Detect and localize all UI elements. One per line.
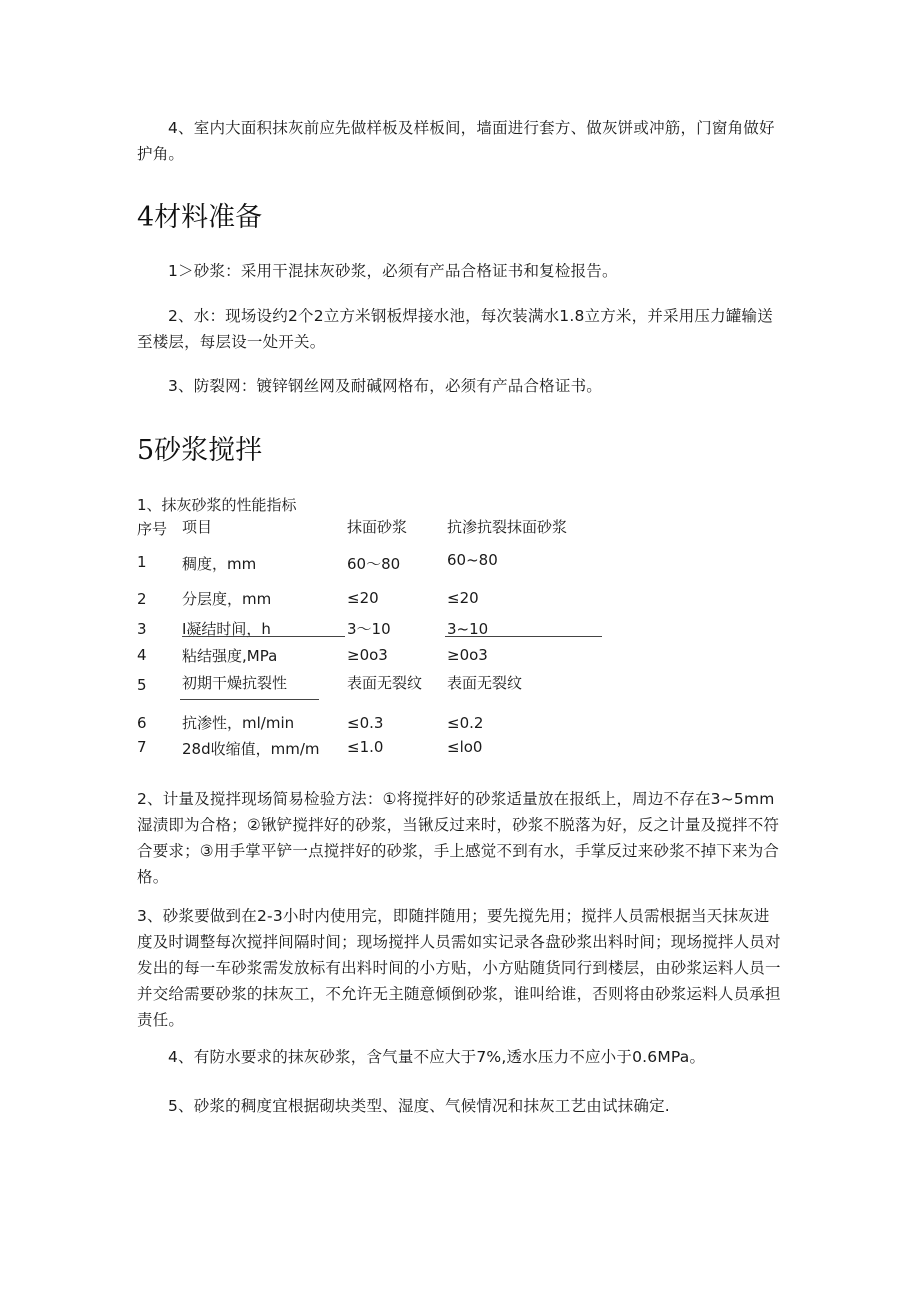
paragraph-consistency: 5、砂浆的稠度宜根据砌块类型、湿度、气候情况和抹灰工艺由试抹确定. <box>168 1097 670 1115</box>
table-header-index: 序号 <box>137 520 168 538</box>
table-cell-index: 6 <box>137 714 147 732</box>
paragraph-indoor-plastering: 4、室内大面积抹灰前应先做样板及样板间，墙面进行套方、做灰饼或冲筋，门窗角做好护角。 <box>137 119 775 163</box>
table-cell-index: 7 <box>137 738 147 756</box>
paragraph-material-mortar: 1＞砂浆：采用干混抹灰砂浆，必须有产品合格证书和复检报告。 <box>168 262 618 280</box>
paragraph-material-water: 2、水：现场设约2个2立方米钢板焊接水池，每次装满水1.8立方米，并采用压力罐输送至楼层，每层设一处开关。 <box>137 307 773 351</box>
table-cell-item: 抗渗性，ml/min <box>182 714 295 732</box>
table-rule <box>445 636 602 637</box>
table-header-item: 项目 <box>182 518 213 536</box>
table-cell-index: 5 <box>137 676 147 694</box>
table-rule <box>180 699 319 700</box>
table-cell-mortar: ≤20 <box>347 589 379 607</box>
table-cell-crackproof: 3~10 <box>447 620 489 638</box>
table-cell-crackproof: ≤20 <box>447 589 479 607</box>
table-cell-mortar: ≤0.3 <box>347 714 384 732</box>
table-header-crackproof-mortar: 抗渗抗裂抹面砂浆 <box>447 518 568 536</box>
table-cell-index: 2 <box>137 590 147 608</box>
paragraph-waterproof-mortar: 4、有防水要求的抹灰砂浆，含气量不应大于7%,透水压力不应小于0.6MPa。 <box>168 1048 706 1066</box>
table-header-mortar: 抹面砂浆 <box>347 518 408 536</box>
table-cell-item: 分层度，mm <box>182 590 272 608</box>
paragraph-mixing-inspection: 2、计量及搅拌现场简易检验方法：①将搅拌好的砂浆适量放在报纸上，周边不存在3~5mm湿渍即为合格；②锹铲搅拌好的砂浆，当锹反过来时，砂浆不脱落为好，反之计量及搅拌不符合要求；③用手掌平铲一点搅拌好的砂浆，手上感觉不到有水，手掌反过来砂浆不掉下来为合格。 <box>137 790 780 886</box>
table-caption: 1、抹灰砂浆的性能指标 <box>137 496 297 514</box>
table-cell-crackproof: 表面无裂纹 <box>447 674 523 692</box>
table-cell-item: I凝结时间，h <box>182 620 271 638</box>
table-cell-index: 1 <box>137 553 147 571</box>
paragraph-mixing-timing: 3、砂浆要做到在2-3小时内使用完，即随拌随用；要先搅先用；搅拌人员需根据当天抹灰进度及时调整每次搅拌间隔时间；现场搅拌人员需如实记录各盘砂浆出料时间；现场搅拌人员对发出的每一车砂浆需发放标有出料时间的小方贴，小方贴随货同行到楼层，由砂浆运料人员一并交给需要砂浆的抹灰工，不允许无主随意倾倒砂浆，谁叫给谁，否则将由砂浆运料人员承担责任。 <box>137 907 781 1029</box>
table-cell-crackproof: ≤0.2 <box>447 714 484 732</box>
table-cell-index: 4 <box>137 646 147 664</box>
table-cell-mortar: 60～80 <box>347 555 401 573</box>
table-cell-item: 稠度，mm <box>182 555 257 573</box>
paragraph-material-mesh: 3、防裂网：镀锌钢丝网及耐碱网格布，必须有产品合格证书。 <box>168 377 602 395</box>
table-cell-mortar: ≤1.0 <box>347 738 384 756</box>
table-cell-mortar: 3～10 <box>347 620 391 638</box>
heading-materials: 4材料准备 <box>137 202 263 233</box>
table-rule <box>182 636 345 637</box>
table-cell-crackproof: ≥0o3 <box>447 646 488 664</box>
heading-mixing: 5砂浆搅拌 <box>137 435 263 466</box>
table-cell-mortar: 表面无裂纹 <box>347 674 423 692</box>
table-cell-index: 3 <box>137 620 147 638</box>
table-cell-item: 粘结强度,MPa <box>182 647 278 665</box>
table-cell-crackproof: ≤lo0 <box>447 738 483 756</box>
table-cell-mortar: ≥0o3 <box>347 646 388 664</box>
table-cell-crackproof: 60~80 <box>447 551 498 569</box>
table-cell-item: 28d收缩值，mm/m <box>182 740 320 758</box>
table-cell-item: 初期干燥抗裂性 <box>182 674 288 692</box>
